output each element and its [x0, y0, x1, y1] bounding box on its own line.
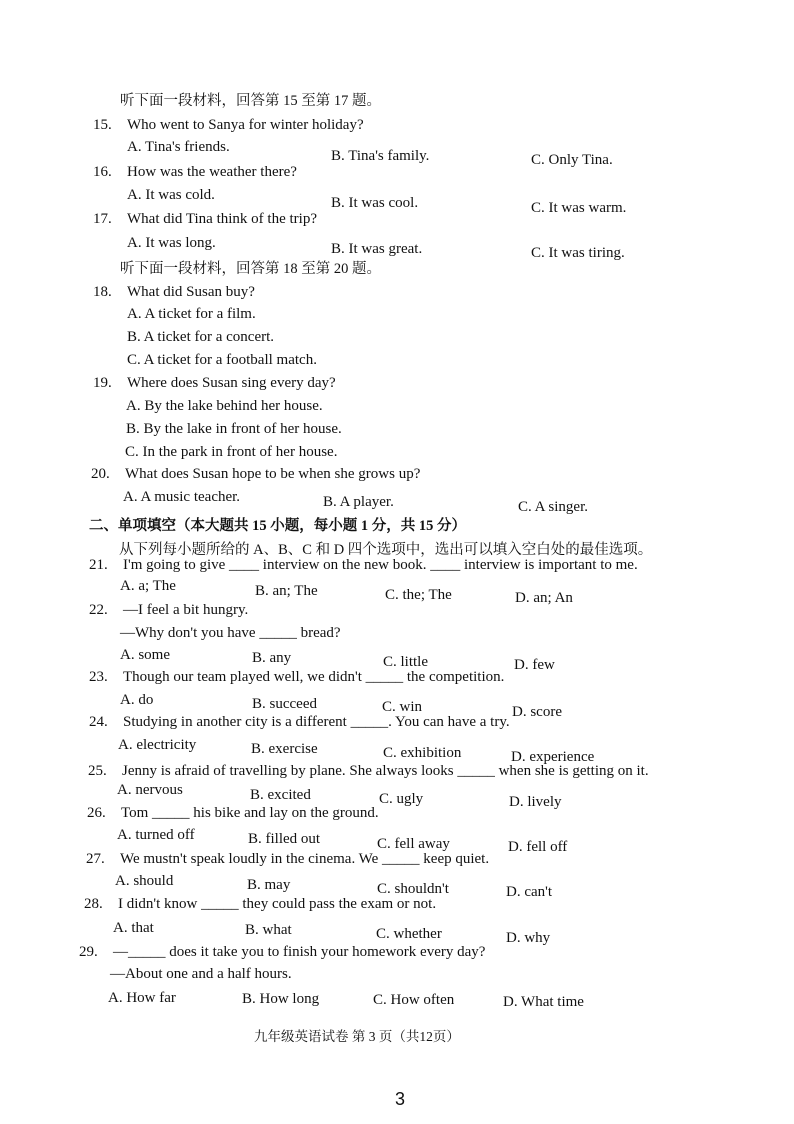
- page-footer: 九年级英语试卷 第 3 页（共12页）: [254, 1029, 460, 1044]
- option-20c: C. A singer.: [518, 499, 589, 515]
- question-stem: Though our team played well, we didn't _____ the competition.: [123, 669, 505, 685]
- option-18b: B. A ticket for a concert.: [127, 329, 275, 345]
- option-25c: C. ugly: [379, 791, 424, 807]
- option-25a: A. nervous: [117, 782, 183, 798]
- option-25d: D. lively: [509, 794, 562, 810]
- option-19b: B. By the lake in front of her house.: [126, 421, 342, 437]
- option-15c: C. Only Tina.: [531, 152, 613, 168]
- option-20b: B. A player.: [323, 494, 394, 510]
- question-19: [93, 374, 336, 392]
- option-23a: A. do: [120, 692, 154, 708]
- option-28c: C. whether: [376, 926, 442, 942]
- question-number: 24.: [89, 714, 108, 730]
- question-stem: Where does Susan sing every day?: [127, 375, 336, 391]
- question-number: 16.: [93, 164, 112, 180]
- option-16a: A. It was cold.: [127, 187, 215, 203]
- option-27b: B. may: [247, 877, 291, 893]
- option-22b: B. any: [252, 650, 292, 666]
- question-29-response: —About one and a half hours.: [110, 966, 292, 982]
- question-27: [86, 850, 489, 868]
- option-26c: C. fell away: [377, 836, 450, 852]
- option-16c: C. It was warm.: [531, 200, 627, 216]
- question-15: [93, 116, 364, 134]
- page-number: 3: [395, 1089, 406, 1109]
- option-22a: A. some: [120, 647, 170, 663]
- option-23b: B. succeed: [252, 696, 317, 712]
- option-20a: A. A music teacher.: [123, 489, 241, 505]
- question-stem: I didn't know _____ they could pass the exam or not.: [118, 896, 437, 912]
- option-18c: C. A ticket for a football match.: [127, 352, 317, 368]
- question-number: 23.: [89, 669, 108, 685]
- question-25: [88, 762, 649, 780]
- question-stem: How was the weather there?: [127, 164, 297, 180]
- option-27c: C. shouldn't: [377, 881, 449, 897]
- question-stem: We mustn't speak loudly in the cinema. We _____ keep quiet.: [120, 851, 490, 867]
- listening-instruction-15: 听下面一段材料，回答第 15 至第 17 题。: [120, 93, 381, 109]
- option-21c: C. the; The: [385, 587, 452, 603]
- option-18a: A. A ticket for a film.: [127, 306, 256, 322]
- question-28: [84, 895, 436, 913]
- option-16b: B. It was cool.: [331, 195, 419, 211]
- option-26b: B. filled out: [248, 831, 321, 847]
- question-number: 17.: [93, 211, 112, 227]
- option-24b: B. exercise: [251, 741, 318, 757]
- option-29d: D. What time: [503, 994, 584, 1010]
- option-27a: A. should: [115, 873, 174, 889]
- option-29c: C. How often: [373, 992, 455, 1008]
- question-number: 22.: [89, 602, 108, 618]
- question-stem: I'm going to give ____ interview on the new book. ____ interview is important to me.: [123, 557, 638, 573]
- question-21: [89, 556, 638, 574]
- question-20: [91, 465, 420, 483]
- option-22c: C. little: [383, 654, 428, 670]
- question-number: 18.: [93, 284, 112, 300]
- question-stem: What did Susan buy?: [127, 284, 255, 300]
- question-17: [93, 210, 317, 228]
- option-21a: A. a; The: [120, 578, 176, 594]
- option-17a: A. It was long.: [127, 235, 216, 251]
- option-19a: A. By the lake behind her house.: [126, 398, 323, 414]
- option-17b: B. It was great.: [331, 241, 423, 257]
- question-26: [87, 804, 379, 822]
- option-27d: D. can't: [506, 884, 553, 900]
- option-21b: B. an; The: [255, 583, 318, 599]
- option-24d: D. experience: [511, 749, 595, 765]
- question-number: 15.: [93, 117, 112, 133]
- question-16: [93, 163, 297, 181]
- question-number: 25.: [88, 763, 107, 779]
- option-22d: D. few: [514, 657, 555, 673]
- option-28a: A. that: [113, 920, 154, 936]
- question-18: [93, 283, 255, 301]
- option-15a: A. Tina's friends.: [127, 139, 230, 155]
- question-24: [89, 713, 510, 731]
- question-23: [89, 668, 504, 686]
- question-number: 29.: [79, 944, 98, 960]
- option-23c: C. win: [382, 699, 423, 715]
- question-29: [79, 943, 485, 961]
- question-22-response: —Why don't you have _____ bread?: [120, 625, 341, 641]
- option-29a: A. How far: [108, 990, 176, 1006]
- question-number: 27.: [86, 851, 105, 867]
- question-stem: Tom _____ his bike and lay on the ground.: [121, 805, 379, 821]
- option-28d: D. why: [506, 930, 551, 946]
- question-22: [89, 601, 248, 619]
- question-stem: Studying in another city is a different _____. You can have a try.: [123, 714, 510, 730]
- option-28b: B. what: [245, 922, 292, 938]
- option-19c: C. In the park in front of her house.: [125, 444, 338, 460]
- option-15b: B. Tina's family.: [331, 148, 430, 164]
- option-25b: B. excited: [250, 787, 311, 803]
- option-24a: A. electricity: [118, 737, 197, 753]
- question-stem: Who went to Sanya for winter holiday?: [127, 117, 364, 133]
- question-number: 28.: [84, 896, 103, 912]
- question-stem: What did Tina think of the trip?: [127, 211, 317, 227]
- option-26d: D. fell off: [508, 839, 568, 855]
- question-number: 19.: [93, 375, 112, 391]
- option-23d: D. score: [512, 704, 562, 720]
- question-stem: Jenny is afraid of travelling by plane. She always looks _____ when she is getting on it.: [122, 763, 649, 779]
- section-2-title: 二、单项填空（本大题共 15 小题，每小题 1 分，共 15 分）: [89, 518, 466, 534]
- question-number: 21.: [89, 557, 108, 573]
- question-number: 20.: [91, 466, 110, 482]
- listening-instruction-18: 听下面一段材料，回答第 18 至第 20 题。: [120, 261, 381, 277]
- section-2-instruction: 从下列每小题所给的 A、B、C 和 D 四个选项中，选出可以填入空白处的最佳选项。: [119, 542, 653, 558]
- question-stem: What does Susan hope to be when she grows up?: [125, 466, 421, 482]
- option-24c: C. exhibition: [383, 745, 462, 761]
- question-stem: —_____ does it take you to finish your homework every day?: [113, 944, 486, 960]
- question-number: 26.: [87, 805, 106, 821]
- option-26a: A. turned off: [117, 827, 195, 843]
- option-29b: B. How long: [242, 991, 320, 1007]
- question-stem: —I feel a bit hungry.: [123, 602, 249, 618]
- option-17c: C. It was tiring.: [531, 245, 625, 261]
- option-21d: D. an; An: [515, 590, 573, 606]
